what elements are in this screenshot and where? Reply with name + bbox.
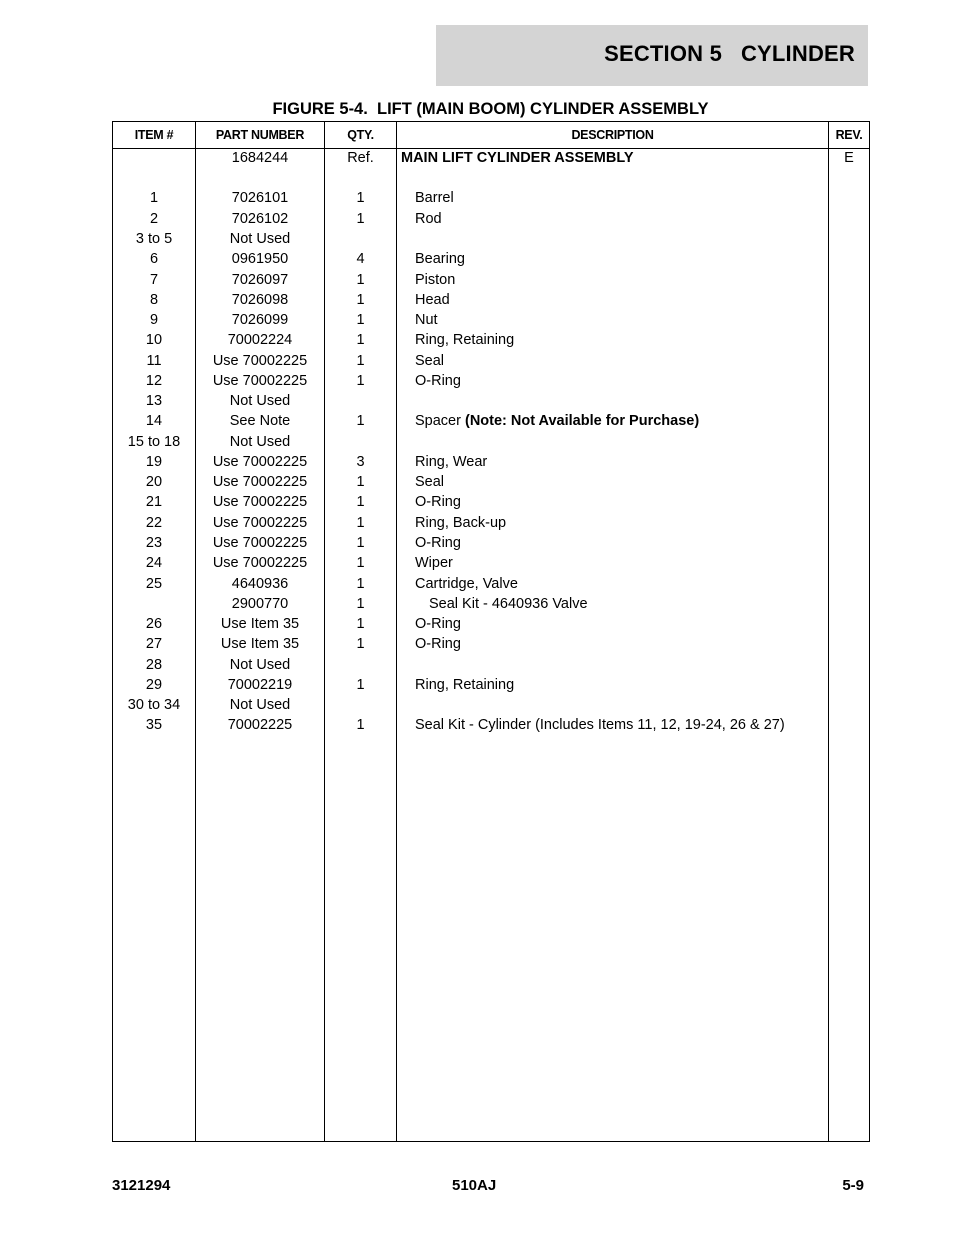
cell-part-number: Use 70002225 [212, 515, 308, 531]
cell-part-number: 7026101 [231, 190, 289, 206]
table-row [113, 554, 869, 574]
table-row [113, 392, 869, 412]
cell-part-number: Not Used [229, 393, 291, 409]
description-text: Seal Kit - Cylinder (Includes Items 11, 12, 19-24, 26 & 27) [415, 717, 785, 733]
table-row [113, 615, 869, 635]
cell-part-number: 70002219 [227, 677, 293, 693]
cell-item: 3 to 5 [135, 231, 173, 247]
cell-qty: 1 [356, 332, 365, 348]
cell-description [401, 554, 840, 572]
cell-part-number: Use 70002225 [212, 373, 308, 389]
cell-description [401, 189, 840, 207]
cell-part-number: 7026102 [231, 211, 289, 227]
table-row [113, 453, 869, 473]
cell-item: 19 [145, 454, 163, 470]
table-row [113, 656, 869, 676]
cell-qty: 1 [356, 636, 365, 652]
cell-part-number: 7026097 [231, 272, 289, 288]
cell-part-number: 1684244 [231, 150, 289, 166]
cell-description [401, 534, 840, 552]
figure-title: FIGURE 5-4. LIFT (MAIN BOOM) CYLINDER ASSEMBLY [272, 100, 709, 118]
cell-qty: 1 [356, 474, 365, 490]
cell-part-number: Use 70002225 [212, 474, 308, 490]
cell-part-number: Use 70002225 [212, 535, 308, 551]
table-row [113, 473, 869, 493]
description-text: Barrel [415, 190, 454, 206]
cell-qty: 1 [356, 292, 365, 308]
description-text: Seal [415, 474, 445, 490]
cell-qty: 1 [356, 616, 365, 632]
cell-qty: 1 [356, 494, 365, 510]
cell-description [401, 412, 840, 430]
cell-description [401, 250, 840, 268]
table-row [113, 210, 869, 230]
cell-item: 9 [149, 312, 159, 328]
column-header-description: DESCRIPTION [571, 128, 654, 142]
cell-qty: 4 [356, 251, 365, 267]
cell-description [401, 372, 840, 390]
cell-item: 2 [149, 211, 159, 227]
description-text: Piston [415, 272, 456, 288]
table-row [113, 575, 869, 595]
cell-item: 29 [145, 677, 163, 693]
footer-doc-number: 3121294 [112, 1177, 171, 1194]
cell-description [401, 514, 840, 532]
table-row [113, 534, 869, 554]
cell-part-number: 70002224 [227, 332, 293, 348]
cell-item: 23 [145, 535, 163, 551]
cell-description [401, 271, 840, 289]
cell-item: 28 [145, 657, 163, 673]
footer-page-number: 5-9 [842, 1177, 864, 1194]
cell-qty: 3 [356, 454, 365, 470]
cell-item: 35 [145, 717, 163, 733]
table-row [113, 149, 869, 169]
cell-qty: 1 [356, 576, 365, 592]
table-row [113, 250, 869, 270]
column-header-part-number: PART NUMBER [215, 128, 305, 142]
cell-part-number: Not Used [229, 697, 291, 713]
cell-item: 13 [145, 393, 163, 409]
table-row [113, 311, 869, 331]
cell-description [401, 676, 840, 694]
cell-item: 12 [145, 373, 163, 389]
cell-qty: 1 [356, 555, 365, 571]
description-text: O-Ring [415, 535, 461, 551]
cell-description [401, 331, 840, 349]
column-header-rev: REV. [835, 128, 863, 142]
table-row [113, 271, 869, 291]
table-row [113, 635, 869, 655]
cell-qty: 1 [356, 373, 365, 389]
cell-qty: 1 [356, 312, 365, 328]
cell-qty: 1 [356, 717, 365, 733]
table-row [113, 331, 869, 351]
cell-description [401, 615, 840, 633]
cell-item: 24 [145, 555, 163, 571]
table-row [113, 352, 869, 372]
cell-item: 7 [149, 272, 159, 288]
cell-qty: 1 [356, 535, 365, 551]
footer-model: 510AJ [452, 1177, 497, 1194]
cell-part-number: Not Used [229, 231, 291, 247]
cell-item: 27 [145, 636, 163, 652]
table-row [113, 696, 869, 716]
cell-qty: 1 [356, 211, 365, 227]
cell-description [401, 210, 840, 228]
cell-part-number: Use 70002225 [212, 353, 308, 369]
description-text: O-Ring [415, 373, 461, 389]
cell-description [401, 291, 840, 309]
cell-item: 26 [145, 616, 163, 632]
cell-part-number: 0961950 [231, 251, 289, 267]
cell-description [401, 595, 854, 613]
description-text: Seal [415, 353, 445, 369]
cell-item: 20 [145, 474, 163, 490]
table-row [113, 412, 869, 432]
cell-qty: 1 [356, 677, 365, 693]
cell-item: 15 to 18 [127, 434, 181, 450]
cell-description [401, 473, 840, 491]
cell-description [401, 453, 840, 471]
cell-item: 30 to 34 [127, 697, 181, 713]
description-text: Ring, Back-up [415, 515, 507, 531]
cell-item: 11 [146, 353, 162, 369]
description-text: Bearing [415, 251, 465, 267]
cell-qty: 1 [356, 353, 365, 369]
cell-description [401, 716, 840, 734]
description-text: Ring, Retaining [415, 332, 515, 348]
cell-item: 21 [145, 494, 163, 510]
description-text: Ring, Wear [415, 454, 488, 470]
cell-part-number: 7026098 [231, 292, 289, 308]
cell-qty: 1 [356, 413, 365, 429]
cell-part-number: 70002225 [227, 717, 293, 733]
cell-item: 6 [149, 251, 159, 267]
description-text: O-Ring [415, 636, 461, 652]
parts-table [112, 121, 870, 1142]
cell-qty: 1 [356, 190, 365, 206]
cell-item: 8 [149, 292, 159, 308]
cell-part-number: 7026099 [231, 312, 289, 328]
description-text: Nut [415, 312, 438, 328]
description-text: Seal Kit - 4640936 Valve [429, 596, 588, 612]
cell-part-number: See Note [229, 413, 291, 429]
table-row [113, 189, 869, 209]
cell-qty: 1 [356, 515, 365, 531]
table-row [113, 433, 869, 453]
description-text: Ring, Retaining [415, 677, 515, 693]
column-header-qty: QTY. [347, 128, 374, 142]
cell-item: 1 [149, 190, 159, 206]
description-text: O-Ring [415, 494, 461, 510]
cell-item: 22 [145, 515, 163, 531]
table-row [113, 372, 869, 392]
cell-description [401, 575, 840, 593]
description-text: O-Ring [415, 616, 461, 632]
description-text: MAIN LIFT CYLINDER ASSEMBLY [401, 150, 634, 166]
section-header-bar [436, 25, 868, 86]
section-title: SECTION 5 CYLINDER [604, 41, 855, 66]
description-text: Wiper [415, 555, 453, 571]
description-text: Spacer [415, 413, 465, 429]
cell-part-number: Not Used [229, 657, 291, 673]
cell-description [401, 635, 840, 653]
description-text: Rod [415, 211, 442, 227]
cell-part-number: Use 70002225 [212, 454, 308, 470]
cell-part-number: Use Item 35 [220, 616, 300, 632]
table-row [113, 291, 869, 311]
cell-part-number: 4640936 [231, 576, 289, 592]
cell-qty: 1 [356, 272, 365, 288]
cell-part-number: Use 70002225 [212, 555, 308, 571]
table-row [113, 595, 869, 615]
cell-description [401, 493, 840, 511]
cell-part-number: Use Item 35 [220, 636, 300, 652]
cell-part-number: Use 70002225 [212, 494, 308, 510]
cell-rev: E [844, 150, 854, 166]
cell-qty: Ref. [347, 150, 374, 166]
cell-description [401, 352, 840, 370]
cell-part-number: Not Used [229, 434, 291, 450]
cell-item: 14 [145, 413, 163, 429]
description-text: Head [415, 292, 450, 308]
cell-description [401, 149, 826, 167]
cell-item: 10 [145, 332, 163, 348]
column-header-item: ITEM # [134, 128, 174, 142]
cell-item: 25 [145, 576, 163, 592]
description-text: Cartridge, Valve [415, 576, 518, 592]
cell-description [401, 311, 840, 329]
table-row [113, 230, 869, 250]
table-row [113, 493, 869, 513]
table-row [113, 716, 869, 736]
cell-part-number: 2900770 [231, 596, 289, 612]
table-row [113, 514, 869, 534]
cell-qty: 1 [356, 596, 365, 612]
table-row [113, 676, 869, 696]
description-note: (Note: Not Available for Purchase) [464, 413, 700, 429]
